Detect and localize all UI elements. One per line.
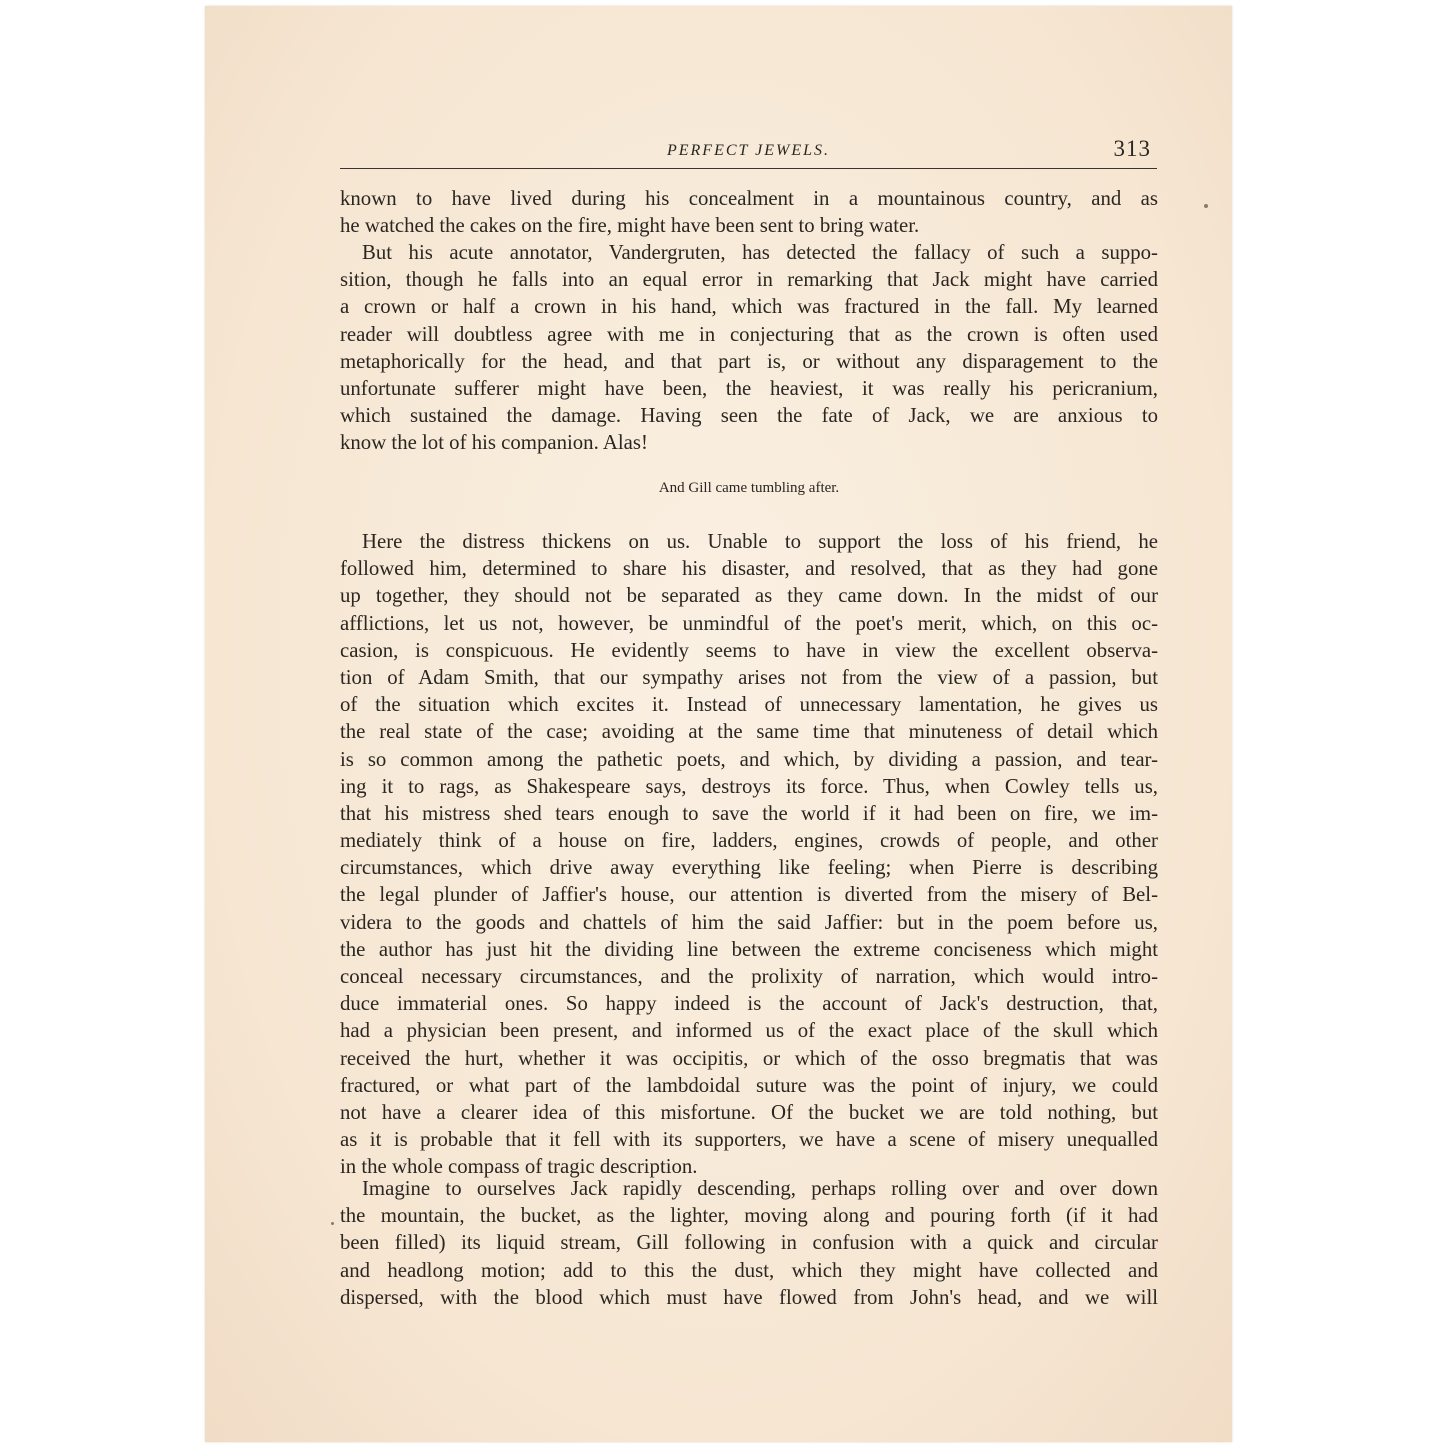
text-line: had a physician been present, and informed us of the exact place of the skull which (340, 1019, 1158, 1043)
text-line: up together, they should not be separated as they came down. In the midst of our (340, 584, 1158, 608)
text-line: reader will doubtless agree with me in conjecturing that as the crown is often used (340, 322, 1158, 346)
text-line: not have a clearer idea of this misfortune. Of the bucket we are told nothing, but (340, 1100, 1158, 1124)
text-line: afflictions, let us not, however, be unmindful of the poet's merit, which, on this oc- (340, 611, 1158, 635)
text-line: which sustained the damage. Having seen the fate of Jack, we are anxious to (340, 404, 1158, 428)
text-line: casion, is conspicuous. He evidently seems to have in view the excellent observa- (340, 638, 1158, 662)
paper-speck (331, 1222, 334, 1225)
text-line: the legal plunder of Jaffier's house, our attention is diverted from the misery of Bel- (340, 883, 1158, 907)
paragraph-3 (340, 528, 1158, 1181)
paragraph-4 (340, 1175, 1158, 1311)
text-line: followed him, determined to share his disaster, and resolved, that as they had gone (340, 557, 1158, 581)
text-line: conceal necessary circumstances, and the prolixity of narration, which would intro- (340, 965, 1158, 988)
text-line: Imagine to ourselves Jack rapidly descending, perhaps rolling over and over down (362, 1177, 1158, 1200)
verse-quote: And Gill came tumbling after. (658, 480, 840, 496)
text-line: duce immaterial ones. So happy indeed is the account of Jack's destruction, that, (340, 992, 1158, 1016)
text-line: But his acute annotator, Vandergruten, has detected the fallacy of such a suppo- (362, 241, 1158, 264)
text-line: in the whole compass of tragic description. (340, 1155, 698, 1179)
text-line: videra to the goods and chattels of him the said Jaffier: but in the poem before us, (340, 910, 1158, 934)
page-number: 313 (1113, 136, 1151, 161)
text-line: as it is probable that it fell with its supporters, we have a scene of misery unequalled (340, 1128, 1158, 1152)
paragraph-1 (340, 185, 1158, 239)
running-head (340, 138, 1157, 169)
text-line: that his mistress shed tears enough to save the world if it had been on fire, we im- (340, 801, 1158, 825)
text-line: of the situation which excites it. Instead of unnecessary lamentation, he gives us (340, 693, 1158, 717)
text-line: fractured, or what part of the lambdoidal suture was the point of injury, we could (340, 1073, 1158, 1097)
text-line: a crown or half a crown in his hand, which was fractured in the fall. My learned (340, 295, 1158, 319)
running-title: PERFECT JEWELS. (666, 142, 831, 159)
text-line: metaphorically for the head, and that part is, or without any disparagement to the (340, 349, 1158, 373)
text-line: sition, though he falls into an equal error in remarking that Jack might have carried (340, 268, 1158, 292)
text-line: and headlong motion; add to this the dust, which they might have collected and (340, 1258, 1158, 1282)
text-line: known to have lived during his concealment in a mountainous country, and as (340, 187, 1158, 210)
text-line: the author has just hit the dividing line between the extreme conciseness which might (340, 937, 1158, 961)
text-line: been filled) its liquid stream, Gill following in confusion with a quick and circular (340, 1231, 1158, 1255)
text-line: circumstances, which drive away everything like feeling; when Pierre is describing (340, 856, 1158, 880)
text-line: received the hurt, whether it was occipitis, or which of the osso bregmatis that was (340, 1046, 1158, 1070)
text-line: he watched the cakes on the fire, might have been sent to bring water. (340, 214, 920, 238)
text-line: the mountain, the bucket, as the lighter, moving along and pouring forth (if it had (340, 1204, 1158, 1228)
text-line: the real state of the case; avoiding at the same time that minuteness of detail which (340, 720, 1158, 744)
text-line: ing it to rags, as Shakespeare says, destroys its force. Thus, when Cowley tells us, (340, 774, 1158, 798)
text-line: dispersed, with the blood which must have flowed from John's head, and we will (340, 1285, 1158, 1309)
text-line: unfortunate sufferer might have been, the heaviest, it was really his pericranium, (340, 376, 1158, 400)
paragraph-2 (340, 239, 1158, 457)
text-line: tion of Adam Smith, that our sympathy arises not from the view of a passion, but (340, 665, 1158, 689)
text-line: Here the distress thickens on us. Unable to support the loss of his friend, he (362, 530, 1158, 553)
text-line: know the lot of his companion. Alas! (340, 431, 648, 455)
text-line: is so common among the pathetic poets, and which, by dividing a passion, and tear- (340, 747, 1158, 771)
paper-speck (1204, 204, 1208, 208)
text-line: mediately think of a house on fire, ladders, engines, crowds of people, and other (340, 829, 1158, 853)
